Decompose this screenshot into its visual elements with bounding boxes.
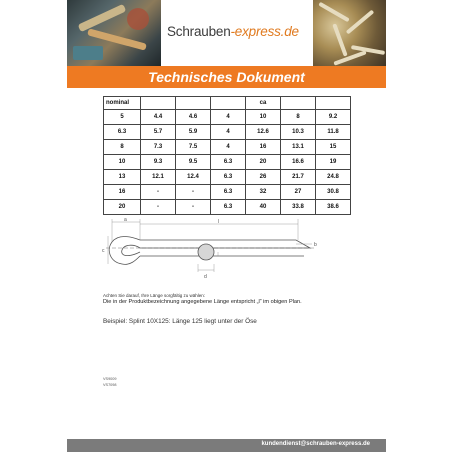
table-row — [104, 185, 351, 200]
table-cell: 33.8 — [281, 200, 316, 215]
table-cell: 6.3 — [104, 125, 141, 140]
table-cell: 9.2 — [316, 110, 351, 125]
table-cell: 4 — [211, 125, 246, 140]
table-header-row — [104, 97, 351, 110]
table-cell: 15 — [316, 140, 351, 155]
table-cell: 32 — [246, 185, 281, 200]
table-row — [104, 125, 351, 140]
dim-label-c: c — [102, 248, 105, 254]
table-cell: 5.9 — [176, 125, 211, 140]
table-cell: 4.6 — [176, 110, 211, 125]
table-cell: - — [176, 185, 211, 200]
table-cell: 9.5 — [176, 155, 211, 170]
table-header-cell: nominal — [104, 97, 141, 110]
table-cell: 6.3 — [211, 155, 246, 170]
header-banner — [67, 0, 386, 66]
length-note: Die in der Produktbezeichnung angegebene Länge entspricht „l“ im obigen Plan. — [103, 299, 302, 305]
table-cell: 7.5 — [176, 140, 211, 155]
table-cell: 24.8 — [316, 170, 351, 185]
table-header-cell — [176, 97, 211, 110]
table-cell: 20 — [246, 155, 281, 170]
table-header-cell — [211, 97, 246, 110]
table-cell: 38.6 — [316, 200, 351, 215]
dim-label-l: l — [218, 219, 220, 225]
logo-accent-text: -express.de — [230, 24, 299, 39]
example-text: Beispiel: Splint 10X125: Länge 125 liegt unter der Öse — [103, 318, 257, 325]
table-cell: 21.7 — [281, 170, 316, 185]
table-cell: 10 — [104, 155, 141, 170]
code-1: VS9009 — [103, 377, 117, 381]
tools-photo — [67, 0, 161, 66]
table-cell: 16 — [246, 140, 281, 155]
dim-label-d: d — [204, 274, 207, 280]
document-codes — [103, 376, 117, 388]
pin-section-circle — [198, 244, 214, 260]
table-row — [104, 200, 351, 215]
table-cell: 4 — [211, 110, 246, 125]
code-2: VS7098 — [103, 383, 117, 387]
logo-main-text: Schrauben — [167, 24, 231, 39]
table-cell: 6.3 — [211, 200, 246, 215]
table-cell: 16 — [104, 185, 141, 200]
table-cell: 10.3 — [281, 125, 316, 140]
dim-label-a: a — [124, 217, 127, 223]
table-row — [104, 140, 351, 155]
table-cell: 30.8 — [316, 185, 351, 200]
support-email-link[interactable]: kundendienst@schrauben-express.de — [261, 441, 370, 447]
table-header-cell — [281, 97, 316, 110]
logo-area — [161, 0, 313, 66]
table-cell: 4.4 — [141, 110, 176, 125]
table-row — [104, 110, 351, 125]
table-cell: 27 — [281, 185, 316, 200]
table-cell: 13 — [104, 170, 141, 185]
table-cell: 4 — [211, 140, 246, 155]
table-cell: 12.1 — [141, 170, 176, 185]
table-row — [104, 170, 351, 185]
screws-photo — [313, 0, 386, 66]
table-cell: - — [141, 185, 176, 200]
table-cell: 7.3 — [141, 140, 176, 155]
dim-label-b: b — [314, 242, 317, 248]
footer-bar — [67, 439, 386, 452]
length-hint: Achten Sie darauf, Ihre Länge sorgfältig zu wählen: — [103, 293, 206, 298]
table-cell: 6.3 — [211, 170, 246, 185]
table-cell: 13.1 — [281, 140, 316, 155]
page-title: Technisches Dokument — [148, 69, 305, 85]
table-cell: 19 — [316, 155, 351, 170]
table-cell: - — [141, 200, 176, 215]
brand-logo[interactable] — [167, 24, 299, 39]
table-header-cell — [141, 97, 176, 110]
table-cell: 40 — [246, 200, 281, 215]
table-cell: 11.8 — [316, 125, 351, 140]
split-pin-drawing — [100, 214, 328, 292]
table-cell: 9.3 — [141, 155, 176, 170]
table-cell: 20 — [104, 200, 141, 215]
table-cell: 12.6 — [246, 125, 281, 140]
spec-table — [103, 96, 351, 215]
table-cell: 5.7 — [141, 125, 176, 140]
table-cell: - — [176, 200, 211, 215]
table-cell: 8 — [281, 110, 316, 125]
table-cell: 16.6 — [281, 155, 316, 170]
table-row — [104, 155, 351, 170]
table-cell: 10 — [246, 110, 281, 125]
table-cell: 12.4 — [176, 170, 211, 185]
table-cell: 26 — [246, 170, 281, 185]
table-cell: 8 — [104, 140, 141, 155]
table-header-cell: ca — [246, 97, 281, 110]
table-cell: 5 — [104, 110, 141, 125]
title-bar — [67, 66, 386, 88]
table-header-cell — [316, 97, 351, 110]
table-cell: 6.3 — [211, 185, 246, 200]
